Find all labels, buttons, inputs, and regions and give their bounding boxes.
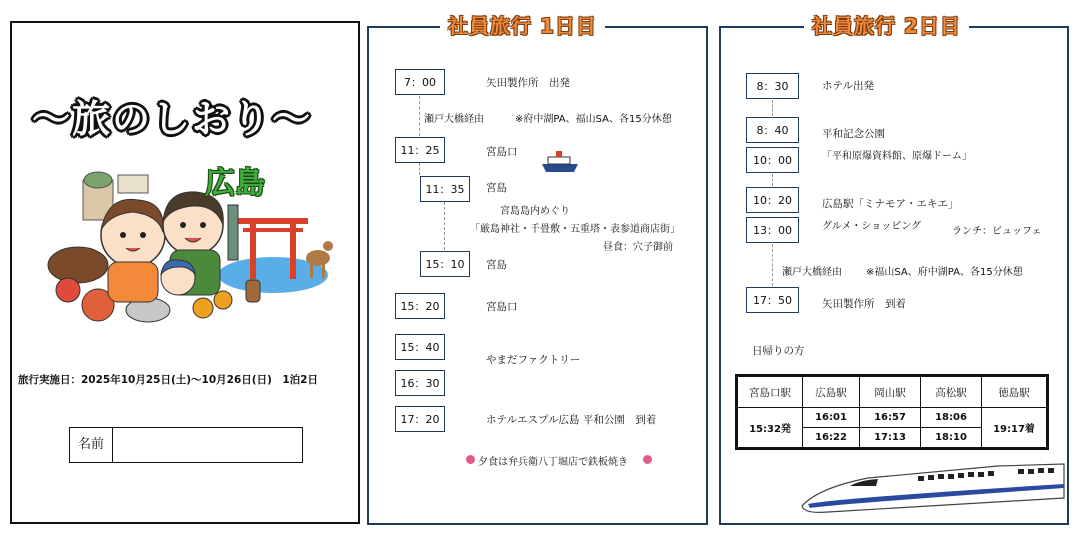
day1-tour-name: 宮島島内めぐり [500, 206, 570, 217]
train-timetable [735, 374, 1049, 450]
day2-route-via: 瀬戸大橋経由 [782, 267, 842, 278]
day1-event-4: 宮島 [486, 259, 507, 271]
day1-route-via: 瀬戸大橋経由 [424, 114, 484, 125]
hiroshima-label: 広島 [205, 166, 265, 201]
day1-time-8: 17：20 [395, 406, 445, 432]
day1-time-4: 15：10 [420, 251, 470, 277]
day1-tour-spots: 「厳島神社・千畳敷・五重塔・表参道商店街」 [470, 224, 680, 235]
name-label: 名前 [70, 428, 113, 462]
day1-event-5: 宮島口 [486, 301, 518, 313]
day2-gourmet: グルメ・ショッピング [822, 221, 921, 232]
hiroshima-illustration [38, 150, 338, 340]
day2-time-6: 17：50 [746, 287, 799, 313]
timeline-connector [419, 96, 420, 136]
table-cell: 16:57 [860, 408, 921, 428]
table-cell: 16:22 [803, 428, 860, 449]
day2-park-spots: 「平和原爆資料館、原爆ドーム」 [822, 151, 972, 162]
day2-time-5: 13：00 [746, 217, 799, 243]
timeline-connector [772, 244, 773, 286]
day2-event-2: 平和記念公園 [822, 128, 885, 140]
day1-time-3: 11：35 [420, 176, 470, 202]
table-cell: 19:17着 [982, 408, 1048, 449]
table-header: 徳島駅 [982, 376, 1048, 408]
ferry-icon [540, 148, 580, 174]
day1-event-6: やまだファクトリー [486, 354, 581, 366]
table-header: 広島駅 [803, 376, 860, 408]
day2-time-2: 8：40 [746, 117, 799, 143]
table-cell: 16:01 [803, 408, 860, 428]
day2-time-4: 10：20 [746, 187, 799, 213]
shinkansen-illustration [798, 458, 1066, 518]
table-cell: 15:32発 [737, 408, 803, 449]
table-cell: 18:10 [921, 428, 982, 449]
name-field[interactable] [69, 427, 303, 463]
daytrip-label: 日帰りの方 [752, 345, 805, 357]
day1-title: 社員旅行 1日目 [440, 10, 605, 42]
timeline-connector [444, 202, 445, 250]
day2-route-rest: ※福山SA、府中湖PA、各15分休憩 [866, 267, 1023, 278]
trip-date: 旅行実施日：2025年10月25日(土)〜10月26日(日) 1泊2日 [18, 374, 318, 386]
day1-dinner: 夕食は弁兵衛八丁堀店で鉄板焼き [478, 457, 628, 468]
bullet-icon [643, 455, 652, 464]
day1-time-5: 15：20 [395, 293, 445, 319]
table-header: 宮島口駅 [737, 376, 803, 408]
day1-lunch: 昼食：穴子御前 [603, 242, 673, 253]
day1-time-1: 7：00 [395, 69, 445, 95]
day2-event-4: 広島駅「ミナモア・エキエ」 [822, 198, 959, 210]
day1-route-rest: ※府中湖PA、福山SA、各15分休憩 [515, 114, 672, 125]
day2-time-1: 8：30 [746, 73, 799, 99]
bullet-icon [466, 455, 475, 464]
table-header: 岡山駅 [860, 376, 921, 408]
day1-time-6: 15：40 [395, 334, 445, 360]
timeline-connector [772, 174, 773, 186]
cover-title: 〜旅のしおり〜 [32, 97, 313, 141]
day1-event-1: 矢田製作所 出発 [486, 77, 570, 89]
timeline-connector [419, 163, 420, 175]
table-cell: 17:13 [860, 428, 921, 449]
day1-time-2: 11：25 [395, 137, 445, 163]
day1-event-8: ホテルエスプル広島 平和公園 到着 [486, 414, 657, 426]
day2-event-1: ホテル出発 [822, 80, 874, 92]
day2-title: 社員旅行 2日目 [804, 10, 969, 42]
table-header: 高松駅 [921, 376, 982, 408]
table-cell: 18:06 [921, 408, 982, 428]
day2-time-3: 10：00 [746, 147, 799, 173]
timeline-connector [772, 100, 773, 116]
day1-time-7: 16：30 [395, 370, 445, 396]
day2-lunch: ランチ：ビュッフェ [952, 226, 1042, 237]
day1-event-2: 宮島口 [486, 146, 518, 158]
day2-event-6: 矢田製作所 到着 [822, 298, 906, 310]
day1-event-3: 宮島 [486, 182, 507, 194]
